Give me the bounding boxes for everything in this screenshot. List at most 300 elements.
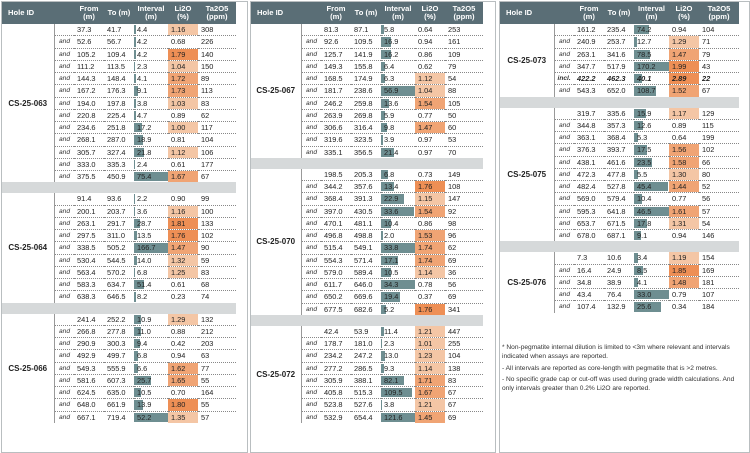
li2o-value: 1.74 (415, 254, 445, 266)
to-value: 316.4 (351, 122, 381, 134)
ta2o5-value: 68 (198, 279, 236, 291)
to-value: 544.5 (104, 254, 134, 266)
row-qualifier: and (54, 242, 74, 254)
li2o-value: 0.79 (669, 289, 699, 301)
row-qualifier: and (54, 60, 74, 72)
from-value: 263.9 (321, 109, 351, 121)
to-value: 549.1 (351, 242, 381, 254)
ta2o5-value: 79 (445, 60, 483, 72)
interval-cell (634, 73, 669, 85)
row-qualifier: and (301, 134, 321, 146)
li2o-value: 1.76 (415, 303, 445, 315)
from-value: 496.8 (321, 230, 351, 242)
to-value: 109.5 (351, 36, 381, 48)
to-value: 235.4 (604, 24, 634, 36)
to-value: 357.6 (351, 181, 381, 193)
interval-value: 5.2 (384, 304, 395, 314)
interval-cell (634, 85, 669, 97)
li2o-value: 1.15 (415, 193, 445, 205)
interval-cell (134, 109, 168, 121)
interval-value: 2.3 (384, 339, 395, 349)
interval-value: 33.0 (637, 290, 652, 300)
from-value: 161.2 (574, 24, 604, 36)
interval-value: 166.7 (137, 243, 156, 253)
row-qualifier: and (301, 205, 321, 217)
row-qualifier (301, 24, 321, 36)
interval-bar (134, 74, 136, 83)
interval-cell (134, 193, 168, 205)
interval-value: 5.8 (384, 25, 395, 35)
row-qualifier: and (54, 36, 74, 48)
li2o-value: 1.54 (415, 205, 445, 217)
li2o-value: 1.48 (669, 276, 699, 288)
li2o-value: 0.37 (415, 291, 445, 303)
row-qualifier: and (554, 264, 574, 276)
hole-id: CS-25-076 (500, 252, 554, 312)
row-qualifier: and (54, 325, 74, 337)
interval-value: 109.5 (384, 388, 403, 398)
from-value: 144.3 (74, 73, 104, 85)
separator-cell (2, 182, 236, 193)
to-value: 719.4 (107, 412, 126, 422)
from-value: 492.9 (74, 350, 104, 362)
column-header-ta2o5: Ta2O5 (ppm) (445, 2, 483, 24)
li2o-value: 1.61 (669, 205, 699, 217)
li2o-value: 0.70 (168, 387, 198, 399)
table-row (2, 193, 236, 205)
from-value: 268.1 (74, 134, 104, 146)
interval-value: 33.8 (384, 243, 399, 253)
from-value: 43.4 (574, 289, 604, 301)
from-value: 52.6 (74, 36, 104, 48)
ta2o5-value: 83 (445, 374, 483, 386)
from-value: 306.6 (321, 122, 351, 134)
table-row (500, 108, 739, 120)
interval-value: 74.2 (637, 25, 652, 35)
li2o-value: 1.73 (168, 85, 198, 97)
from-value: 167.2 (74, 85, 104, 97)
interval-value: 4.1 (137, 74, 148, 84)
interval-value: 16.9 (384, 37, 399, 47)
interval-cell (134, 338, 168, 350)
to-value: 291.7 (104, 217, 134, 229)
interval-cell (634, 48, 669, 60)
li2o-value: 0.81 (168, 134, 198, 146)
from-value: 579.0 (321, 266, 351, 278)
row-qualifier: and (54, 230, 74, 242)
li2o-value: 0.86 (415, 48, 445, 60)
ta2o5-value: 447 (445, 326, 483, 338)
to-value: 109.4 (104, 48, 134, 60)
ta2o5-value: 55 (198, 374, 236, 386)
row-qualifier: and (54, 266, 74, 278)
from-value: 472.3 (574, 168, 604, 180)
ta2o5-value: 106 (198, 146, 236, 158)
row-qualifier: and (301, 73, 321, 85)
ta2o5-value: 52 (699, 181, 739, 193)
row-qualifier: and (301, 350, 321, 362)
row-qualifier: and (558, 87, 570, 95)
from-value: 181.7 (321, 85, 351, 97)
interval-cell (134, 411, 168, 423)
interval-value: 10.4 (384, 218, 399, 228)
interval-value: 9.1 (137, 86, 148, 96)
interval-bar (381, 400, 382, 409)
from-value: 653.7 (574, 217, 604, 229)
interval-value: 21.4 (384, 147, 399, 157)
ta2o5-value: 150 (198, 60, 236, 72)
row-qualifier (54, 193, 74, 205)
results-panel-2 (251, 2, 483, 423)
header-row (2, 2, 236, 24)
interval-cell (134, 171, 168, 183)
row-qualifier: and (54, 97, 74, 109)
interval-value: 10.5 (384, 267, 399, 277)
from-value: 532.9 (324, 412, 343, 422)
interval-cell (381, 374, 415, 386)
li2o-value: 0.94 (669, 24, 699, 36)
to-value: 661.9 (104, 399, 134, 411)
interval-cell (634, 24, 669, 36)
interval-cell (381, 48, 415, 60)
ta2o5-value: 212 (198, 325, 236, 337)
from-value: 482.4 (574, 181, 604, 193)
interval-value: 12.6 (637, 120, 652, 130)
from-value: 375.5 (77, 172, 96, 182)
interval-cell (634, 36, 669, 48)
row-qualifier (554, 252, 574, 264)
interval-value: 34.3 (384, 280, 399, 290)
li2o-value: 0.64 (415, 24, 445, 36)
li2o-value: 1.72 (168, 73, 198, 85)
from-value: 34.8 (574, 276, 604, 288)
ta2o5-value: 107 (699, 289, 739, 301)
interval-cell (134, 254, 168, 266)
column-header-to: To (m) (604, 2, 634, 24)
from-value: 335.1 (324, 147, 343, 157)
interval-cell (634, 205, 669, 217)
column-header-li2o: Li2O (%) (669, 2, 699, 24)
interval-value: 22.9 (384, 194, 399, 204)
from-value: 290.9 (74, 338, 104, 350)
header-row (251, 2, 483, 24)
ta2o5-value: 77 (198, 362, 236, 374)
to-value: 335.3 (104, 158, 134, 170)
separator-cell (500, 97, 739, 108)
ta2o5-value: 129 (699, 108, 739, 120)
interval-value: 9.3 (384, 363, 395, 373)
row-qualifier: and (58, 413, 70, 421)
interval-value: 46.5 (637, 206, 652, 216)
interval-value: 18.9 (137, 135, 152, 145)
row-qualifier: and (54, 205, 74, 217)
interval-value: 15.9 (637, 108, 652, 118)
interval-value: 13.9 (137, 400, 152, 410)
from-value: 92.6 (321, 36, 351, 48)
row-qualifier (554, 108, 574, 120)
interval-cell (634, 276, 669, 288)
interval-cell (134, 291, 168, 303)
to-value: 634.7 (104, 279, 134, 291)
from-value: 363.1 (574, 132, 604, 144)
to-value: 368.4 (604, 132, 634, 144)
interval-value: 8.5 (637, 265, 648, 275)
interval-value: 4.7 (137, 110, 148, 120)
results-table (251, 2, 483, 423)
row-qualifier: and (54, 146, 74, 158)
interval-cell (381, 362, 415, 374)
table-row (2, 314, 236, 326)
from-value: 347.7 (574, 60, 604, 72)
li2o-value: 1.31 (669, 217, 699, 229)
hole-id: CS-25-064 (2, 193, 54, 302)
from-value: 678.0 (577, 231, 596, 241)
hole-separator (500, 241, 739, 252)
interval-value: 82.1 (384, 375, 399, 385)
interval-cell (134, 374, 168, 386)
interval-cell (381, 109, 415, 121)
li2o-value: 0.64 (669, 132, 699, 144)
hole-id: CS-25-073 (500, 24, 554, 97)
to-value: 391.3 (351, 193, 381, 205)
row-qualifier: and (305, 413, 317, 421)
to-value: 646.5 (107, 292, 126, 302)
interval-cell (381, 134, 415, 146)
to-value: 341.6 (604, 48, 634, 60)
ta2o5-value: 102 (198, 230, 236, 242)
li2o-value: 1.76 (415, 181, 445, 193)
li2o-value: 1.56 (669, 144, 699, 156)
hole-separator (251, 158, 483, 169)
to-value: 335.6 (604, 108, 634, 120)
ta2o5-value: 147 (445, 193, 483, 205)
li2o-value: 1.16 (168, 24, 198, 36)
results-panel-3 (500, 2, 739, 313)
ta2o5-value: 164 (198, 387, 236, 399)
to-value: 259.8 (351, 97, 381, 109)
to-value: 238.6 (351, 85, 381, 97)
interval-cell (381, 181, 415, 193)
interval-cell (134, 399, 168, 411)
to-value: 570.2 (104, 266, 134, 278)
interval-cell (634, 156, 669, 168)
interval-value: 3.6 (137, 206, 148, 216)
interval-value: 4.2 (137, 37, 148, 47)
interval-value: 25.7 (137, 375, 152, 385)
to-value: 669.6 (351, 291, 381, 303)
from-value: 583.3 (74, 279, 104, 291)
from-value: 677.5 (324, 304, 343, 314)
li2o-value: 0.89 (669, 119, 699, 131)
to-value: 132.9 (607, 302, 626, 312)
ta2o5-value: 109 (445, 48, 483, 60)
row-qualifier: and (554, 276, 574, 288)
from-value: 305.7 (74, 146, 104, 158)
hole-separator (2, 182, 236, 193)
from-value: 16.4 (574, 264, 604, 276)
row-qualifier: and (301, 374, 321, 386)
li2o-value: 1.53 (415, 230, 445, 242)
row-qualifier: and (554, 36, 574, 48)
from-value: 111.2 (74, 60, 104, 72)
row-qualifier: and (301, 36, 321, 48)
from-value: 220.8 (74, 109, 104, 121)
interval-cell (381, 291, 415, 303)
to-value: 687.1 (607, 231, 626, 241)
to-value: 10.6 (604, 252, 634, 264)
footnote-dilution: * Non-pegmatite internal dilution is limited to <3m where relevant and intervals indicated when assays are reported. (502, 344, 730, 360)
row-qualifier: and (558, 232, 570, 240)
from-value: 338.5 (74, 242, 104, 254)
row-qualifier: incl. (554, 73, 574, 85)
interval-value: 2.0 (384, 231, 395, 241)
interval-cell (381, 205, 415, 217)
li2o-value: 1.71 (415, 374, 445, 386)
to-value: 450.9 (107, 172, 126, 182)
interval-value: 3.8 (384, 400, 395, 410)
row-qualifier: and (301, 48, 321, 60)
to-value: 388.1 (351, 374, 381, 386)
li2o-value: 1.00 (168, 122, 198, 134)
row-qualifier: and (554, 289, 574, 301)
row-qualifier: and (54, 374, 74, 386)
li2o-value: 0.89 (168, 109, 198, 121)
from-value: 178.7 (321, 338, 351, 350)
ta2o5-value: 184 (702, 302, 715, 312)
li2o-value: 0.78 (415, 279, 445, 291)
interval-value: 21.8 (137, 147, 152, 157)
from-value: 81.3 (321, 24, 351, 36)
ta2o5-value: 66 (699, 156, 739, 168)
interval-cell (381, 387, 415, 399)
interval-cell (134, 266, 168, 278)
table-row (500, 252, 739, 264)
from-value: 7.3 (574, 252, 604, 264)
ta2o5-value: 60 (445, 122, 483, 134)
ta2o5-value: 67 (445, 399, 483, 411)
li2o-value: 1.01 (415, 338, 445, 350)
interval-value: 10.4 (637, 194, 652, 204)
li2o-value: 0.77 (415, 109, 445, 121)
ta2o5-value: 115 (699, 119, 739, 131)
interval-value: 108.7 (637, 86, 656, 96)
column-header-hole: Hole ID (251, 2, 301, 24)
to-value: 579.4 (604, 193, 634, 205)
separator-cell (251, 315, 483, 326)
li2o-value: 1.47 (669, 48, 699, 60)
from-value: 91.4 (74, 193, 104, 205)
row-qualifier: and (554, 156, 574, 168)
to-value: 225.4 (104, 109, 134, 121)
interval-cell (381, 85, 415, 97)
separator-cell (500, 241, 739, 252)
from-value: 611.7 (321, 279, 351, 291)
interval-cell (381, 303, 415, 315)
column-header-interval: Interval (m) (381, 2, 415, 24)
results-panel-1 (2, 2, 236, 423)
from-value: 549.3 (74, 362, 104, 374)
column-header-blank (54, 2, 74, 24)
li2o-value: 1.81 (168, 217, 198, 229)
interval-cell (134, 350, 168, 362)
interval-value: 17.8 (637, 218, 652, 228)
row-qualifier: and (54, 122, 74, 134)
row-qualifier: and (54, 338, 74, 350)
ta2o5-value: 67 (702, 86, 711, 96)
hole-separator (500, 97, 739, 108)
ta2o5-value: 69 (445, 254, 483, 266)
ta2o5-value: 50 (445, 109, 483, 121)
column-header-from: From (m) (574, 2, 604, 24)
ta2o5-value: 83 (198, 97, 236, 109)
row-qualifier: and (554, 205, 574, 217)
from-value: 667.1 (77, 412, 96, 422)
from-value: 595.3 (574, 205, 604, 217)
interval-cell (134, 146, 168, 158)
from-value: 263.1 (574, 48, 604, 60)
ta2o5-value: 161 (445, 36, 483, 48)
li2o-value: 1.47 (415, 122, 445, 134)
to-value: 481.1 (351, 217, 381, 229)
interval-value: 28.7 (137, 218, 152, 228)
interval-cell (381, 266, 415, 278)
ta2o5-value: 146 (702, 231, 715, 241)
from-value: 422.2 (574, 73, 604, 85)
footnote-core-length: - All intervals are reported as core-length with pegmatite that is >2 metres. (502, 364, 718, 372)
to-value: 323.5 (351, 134, 381, 146)
interval-value: 3.4 (637, 253, 648, 263)
to-value: 555.9 (104, 362, 134, 374)
interval-bar (381, 135, 383, 144)
row-qualifier: and (301, 217, 321, 229)
interval-value: 9.4 (137, 339, 148, 349)
interval-bar (134, 111, 136, 120)
to-value: 430.5 (351, 205, 381, 217)
results-table (500, 2, 739, 313)
interval-cell (134, 314, 168, 326)
from-value: 470.1 (321, 217, 351, 229)
li2o-value: 0.62 (415, 60, 445, 72)
column-header-to: To (m) (351, 2, 381, 24)
ta2o5-value: 104 (445, 350, 483, 362)
to-value: 252.2 (104, 314, 134, 326)
table-row (251, 326, 483, 338)
li2o-value: 1.99 (669, 60, 699, 72)
li2o-value: 1.79 (168, 48, 198, 60)
to-value: 253.7 (604, 36, 634, 48)
row-qualifier: and (54, 254, 74, 266)
interval-value: 13.0 (384, 351, 399, 361)
interval-cell (381, 193, 415, 205)
to-value: 357.3 (604, 119, 634, 131)
header-row (500, 2, 739, 24)
row-qualifier: and (301, 387, 321, 399)
from-value: 319.6 (321, 134, 351, 146)
row-qualifier: and (54, 399, 74, 411)
interval-cell (381, 60, 415, 72)
li2o-value: 1.30 (669, 168, 699, 180)
row-qualifier: and (554, 60, 574, 72)
interval-value: 45.4 (637, 182, 652, 192)
ta2o5-value: 226 (198, 36, 236, 48)
to-value: 269.8 (351, 109, 381, 121)
ta2o5-value: 43 (699, 60, 739, 72)
column-header-ta2o5: Ta2O5 (ppm) (198, 2, 236, 24)
from-value: 105.2 (74, 48, 104, 60)
interval-cell (381, 169, 415, 181)
interval-value: 4.2 (137, 49, 148, 59)
to-value: 671.5 (604, 217, 634, 229)
